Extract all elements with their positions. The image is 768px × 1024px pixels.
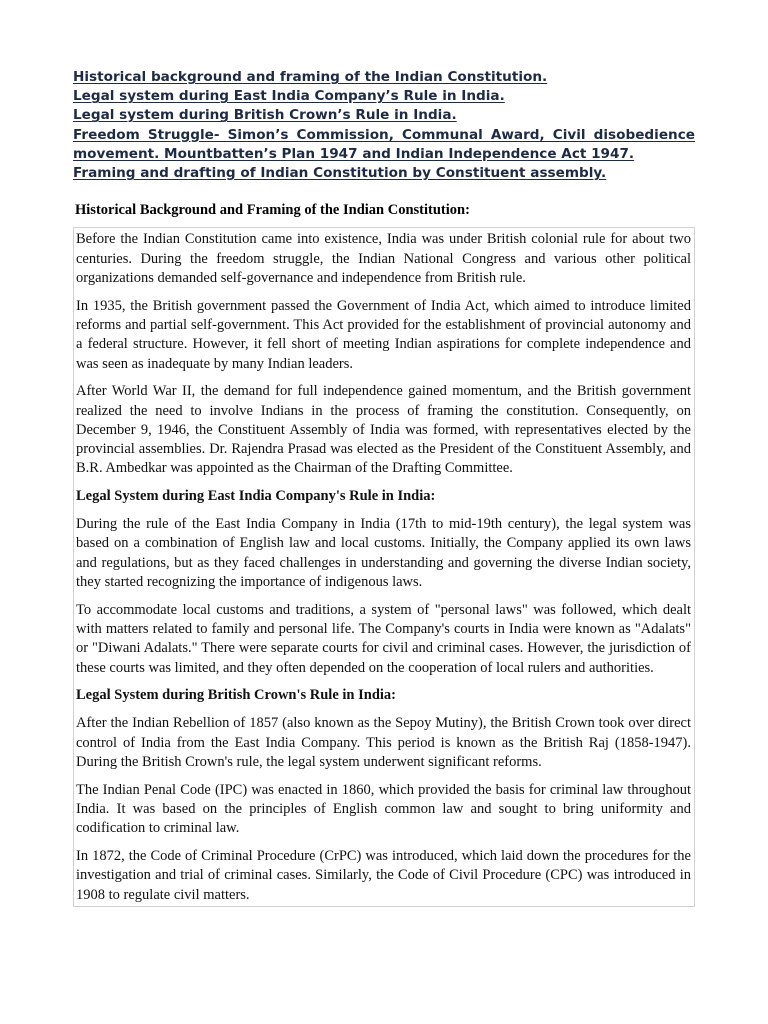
paragraph: After the Indian Rebellion of 1857 (also known as the Sepoy Mutiny), the British Crown took over direct control of India from the East India Company. This period is known as the British Raj (1858-1947). During the British Crown's rule, the legal system underwent significant reforms.	[76, 715, 691, 770]
paragraph: In 1872, the Code of Criminal Procedure (CrPC) was introduced, which laid down the procedures for the investigation and trial of criminal cases. Similarly, the Code of Civil Procedure (CPC) was introduced in 1908 to regulate civil matters.	[76, 848, 691, 903]
topic-item: Legal system during British Crown’s Rule in India.	[73, 107, 457, 124]
paragraph: In 1935, the British government passed the Government of India Act, which aimed to introduce limited reforms and partial self-government. This Act provided for the establishment of provincial autonomy and a federal structure. However, it fell short of meeting Indian aspirations for complete independence and was seen as inadequate by many Indian leaders.	[76, 297, 691, 372]
topic-item: Legal system during East India Company’s Rule in India.	[73, 88, 505, 105]
paragraph: Before the Indian Constitution came into existence, India was under British colonial rule for about two centuries. During the freedom struggle, the Indian National Congress and various other political organizations demanded self-governance and independence from British rule.	[76, 231, 691, 286]
section-heading: Historical Background and Framing of the Indian Constitution:	[75, 202, 470, 219]
subheading: Legal System during East India Company's Rule in India:	[76, 488, 436, 505]
paragraph: To accommodate local customs and traditions, a system of "personal laws" was followed, which dealt with matters related to family and personal life. The Company's courts in India were known as "Adalats" or "Diwani Adalats." There were separate courts for civil and criminal cases. However, the jurisdiction of these courts was limited, and they often depended on the cooperation of local rulers and authorities.	[76, 601, 691, 676]
topic-list	[73, 68, 695, 183]
topic-item: Framing and drafting of Indian Constitution by Constituent assembly.	[73, 165, 607, 182]
content-box	[73, 227, 695, 907]
topic-item: Freedom Struggle- Simon’s Commission, Communal Award, Civil disobedience movement. Mountbatten’s Plan 1947 and Indian Independence Act 1947.	[73, 126, 695, 162]
paragraph: The Indian Penal Code (IPC) was enacted in 1860, which provided the basis for criminal law throughout India. It was based on the principles of English common law and sought to bring uniformity and codification to criminal law.	[76, 781, 691, 837]
paragraph: After World War II, the demand for full independence gained momentum, and the British government realized the need to involve Indians in the process of framing the constitution. Consequently, on December 9, 1946, the Constituent Assembly of India was formed, with representatives elected by the provincial assemblies. Dr. Rajendra Prasad was elected as the President of the Constituent Assembly, and B.R. Ambedkar was appointed as the Chairman of the Drafting Committee.	[76, 383, 691, 477]
subheading: Legal System during British Crown's Rule in India:	[76, 687, 396, 704]
paragraph: During the rule of the East India Company in India (17th to mid-19th century), the legal system was based on a combination of English law and local customs. Initially, the Company applied its own laws and regulations, but as they faced challenges in understanding and governing the diverse Indian society, they started recognizing the importance of indigenous laws.	[76, 516, 691, 590]
document-page	[73, 68, 695, 907]
topic-item: Historical background and framing of the Indian Constitution.	[73, 69, 548, 85]
